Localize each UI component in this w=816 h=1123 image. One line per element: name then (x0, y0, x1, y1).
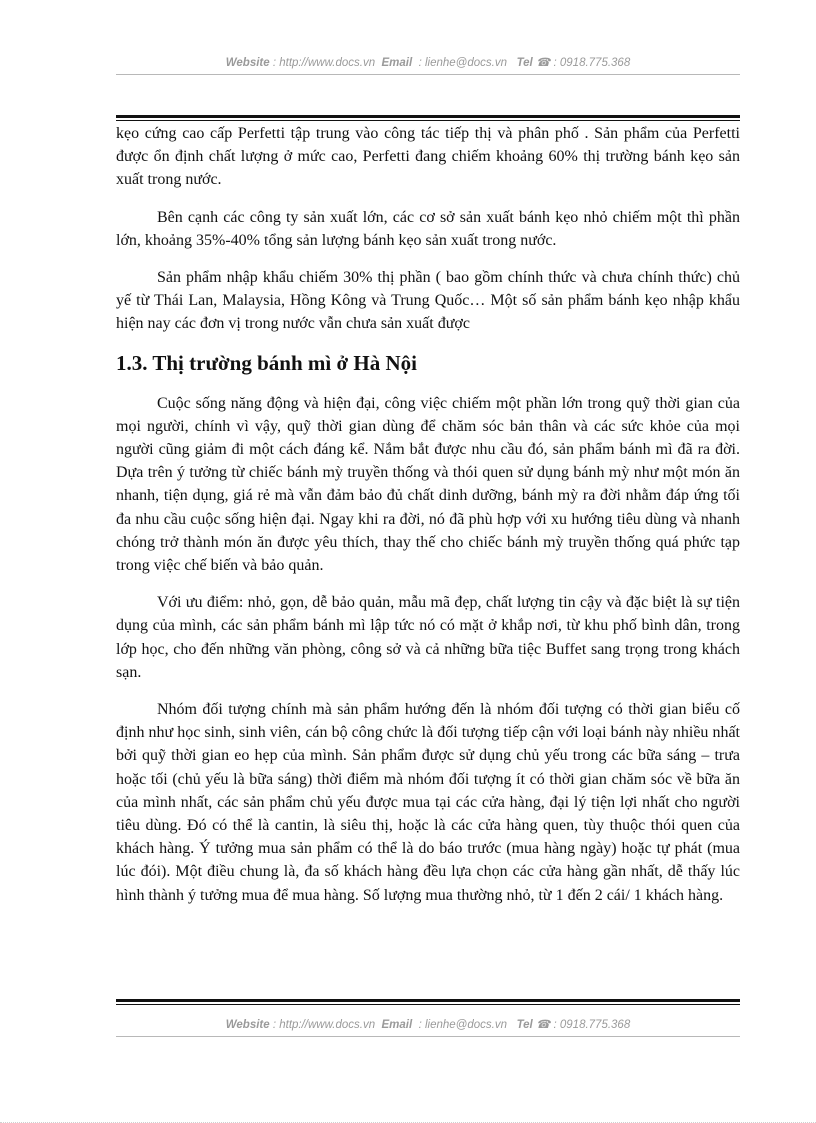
page-header (116, 55, 740, 69)
footer-tel-value: ☎ : 0918.775.368 (535, 1019, 631, 1031)
footer-tel-label: Tel (516, 1019, 533, 1031)
paragraph-target-group: Nhóm đối tượng chính mà sản phẩm hướng đến là nhóm đối tượng có thời gian biểu cố định như học sinh, sinh viên, cán bộ công chức là đối tượng tiếp cận với loại bánh này nhiều nhất bởi quỹ thời gian eo hẹp của mình. Sản phẩm được sử dụng chủ yếu trong các bữa sáng – trưa hoặc tối (chủ yếu là bữa sáng) thời điểm mà nhóm đối tượng ít có thời gian chăm sóc về bữa ăn của mình nhất, các sản phẩm chủ yếu được mua tại các cửa hàng, đại lý tiện lợi nhất cho người tiêu dùng. Đó có thể là cantin, là siêu thị, hoặc là các cửa hàng quen, tùy thuộc thói quen của khách hàng. Ý tưởng mua sản phẩm có thể là do báo trước (mua hàng ngày) hoặc tự phát (mua lúc đói). Một điều chung là, đa số khách hàng đều lựa chọn các cửa hàng gần nhất, dễ thấy lúc hình thành ý tưởng mua để mua hàng. Số lượng mua thường nhỏ, từ 1 đến 2 cái/ 1 khách hàng. (116, 701, 740, 904)
section-heading: 1.3. Thị trường bánh mì ở Hà Nội (116, 350, 417, 375)
footer-website-label: Website (225, 1019, 270, 1031)
header-tel-value: ☎ : 0918.775.368 (535, 57, 631, 69)
paragraph-small-producers: Bên cạnh các công ty sản xuất lớn, các cơ sở sản xuất bánh kẹo nhỏ chiếm một thì phần lớn, khoảng 35%-40% tổng sản lượng bánh kẹo sản xuất trong nước. (116, 208, 740, 249)
header-website-link[interactable]: : http://www.docs.vn (272, 57, 376, 69)
header-website-label: Website (225, 57, 270, 69)
header-tel-label: Tel (516, 57, 533, 69)
footer-divider (116, 1036, 740, 1037)
paragraph-perfetti: kẹo cứng cao cấp Perfetti tập trung vào công tác tiếp thị và phân phố . Sản phẩm của Perfetti được ổn định chất lượng ở mức cao, Perfetti đang chiếm khoảng 60% thị trường bánh kẹo sản xuất trong nước. (116, 125, 740, 189)
header-email-link[interactable]: : lienhe@docs.vn (418, 57, 507, 69)
header-email-label: Email (381, 57, 413, 69)
paragraph-advantages: Với ưu điểm: nhỏ, gọn, dễ bảo quản, mẫu mã đẹp, chất lượng tin cậy và đặc biệt là sự tiện dụng của mình, các sản phẩm bánh mì lập tức nó có mặt ở khắp nơi, từ khu phố bình dân, trong lớp học, cho đến những văn phòng, công sở và cả những bữa tiệc Buffet sang trọng trong khách sạn. (116, 594, 740, 681)
document-body (116, 122, 740, 921)
header-double-rule (116, 115, 740, 122)
paragraph-imports: Sản phẩm nhập khẩu chiếm 30% thị phần ( bao gồm chính thức và chưa chính thức) chủ yế từ Thái Lan, Malaysia, Hồng Kông và Trung Quốc… Một số sản phẩm bánh kẹo nhập khẩu hiện nay các đơn vị trong nước vẫn chưa sản xuất được (116, 269, 740, 333)
footer-website-link[interactable]: : http://www.docs.vn (272, 1019, 376, 1031)
footer-email-link[interactable]: : lienhe@docs.vn (418, 1019, 507, 1031)
paragraph-modern-life: Cuộc sống năng động và hiện đại, công việc chiếm một phần lớn trong quỹ thời gian của mọi người, chính vì vậy, quỹ thời gian dùng để chăm sóc bản thân và các sức khỏe của mọi người cũng giảm đi một cách đáng kể. Nắm bắt được nhu cầu đó, sản phẩm bánh mì đã ra đời. Dựa trên ý tưởng từ chiếc bánh mỳ truyền thống và thói quen sử dụng bánh mỳ như một món ăn nhanh, tiện dụng, giá rẻ mà vẫn đảm bảo đủ chất dinh dưỡng, bánh mỳ ra đời nhằm đáp ứng tối đa nhu cầu cuộc sống hiện đại. Ngay khi ra đời, nó đã phù hợp với xu hướng tiêu dùng và nhanh chóng trở thành món ăn được yêu thích, thay thế cho chiếc bánh mỳ truyền thống quá phức tạp trong việc chế biến và bảo quản. (116, 394, 740, 575)
page-footer (116, 1017, 740, 1031)
header-divider (116, 74, 740, 75)
footer-double-rule (116, 999, 740, 1006)
footer-email-label: Email (381, 1019, 413, 1031)
